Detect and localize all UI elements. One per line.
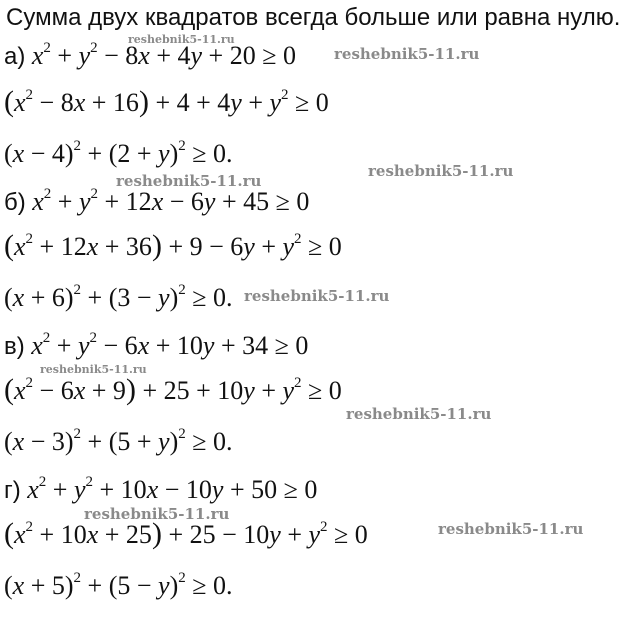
intro-statement: Сумма двух квадратов всегда больше или равна нулю. — [6, 4, 621, 31]
line-a-grouping: $(x^2 - 8x + 16) + 4 + 4y + y^2 \ge 0$ — [4, 85, 329, 118]
watermark: reshebnik5-11.ru — [334, 45, 480, 63]
watermark: reshebnik5-11.ru — [116, 172, 262, 190]
item-label-v: в) — [4, 333, 25, 360]
line-v-squares: $(x - 3)^2 + (5 + y)^2 \ge 0$. — [4, 426, 233, 456]
watermark: reshebnik5-11.ru — [346, 405, 492, 423]
watermark: reshebnik5-11.ru — [128, 33, 235, 46]
watermark: reshebnik5-11.ru — [368, 162, 514, 180]
line-g-squares: $(x + 5)^2 + (5 - y)^2 \ge 0$. — [4, 570, 233, 600]
line-v-inequality: в) $x^2 + y^2 - 6x + 10y + 34 \ge 0$ — [4, 330, 309, 360]
line-a-inequality: а) $x^2 + y^2 - 8x + 4y + 20 \ge 0$ — [4, 40, 296, 70]
line-b-inequality: б) $x^2 + y^2 + 12x - 6y + 45 \ge 0$ — [4, 186, 310, 216]
line-v-grouping: $(x^2 - 6x + 9) + 25 + 10y + y^2 \ge 0$ — [4, 373, 342, 406]
item-label-b: б) — [4, 189, 26, 216]
watermark: reshebnik5-11.ru — [84, 505, 230, 523]
item-label-g: г) — [4, 477, 21, 504]
item-label-a: а) — [4, 43, 26, 70]
watermark: reshebnik5-11.ru — [438, 520, 584, 538]
line-a-squares: $(x - 4)^2 + (2 + y)^2 \ge 0$. — [4, 138, 233, 168]
line-g-grouping: $(x^2 + 10x + 25) + 25 - 10y + y^2 \ge 0$ — [4, 517, 368, 550]
line-b-squares: $(x + 6)^2 + (3 - y)^2 \ge 0$. — [4, 282, 233, 312]
watermark: reshebnik5-11.ru — [244, 287, 390, 305]
line-b-grouping: $(x^2 + 12x + 36) + 9 - 6y + y^2 \ge 0$ — [4, 229, 342, 262]
watermark: reshebnik5-11.ru — [40, 363, 147, 376]
line-g-inequality: г) $x^2 + y^2 + 10x - 10y + 50 \ge 0$ — [4, 474, 318, 504]
